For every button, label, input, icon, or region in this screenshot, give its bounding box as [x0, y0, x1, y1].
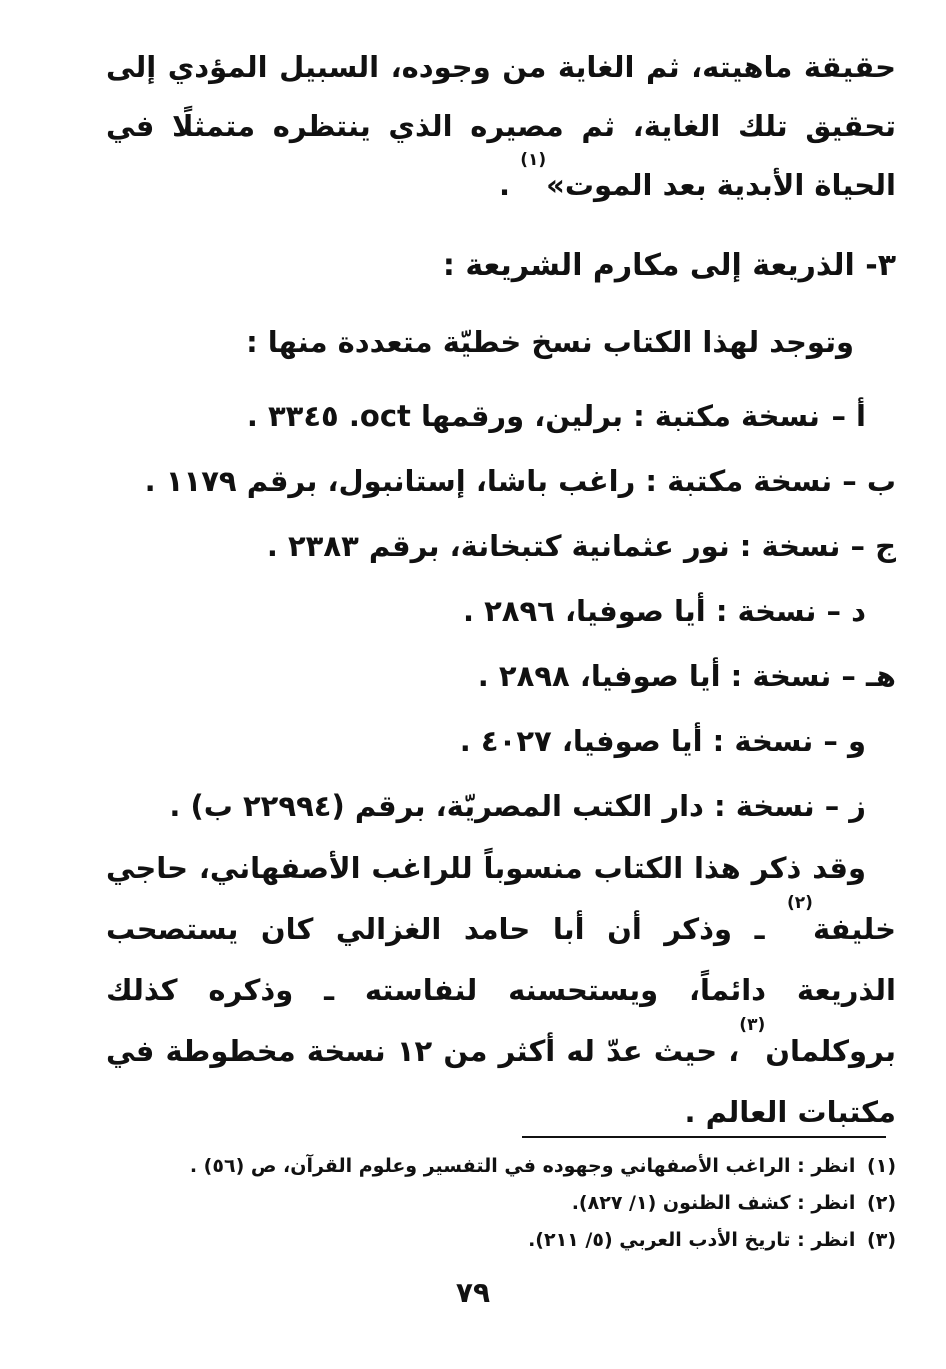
- list-item: [106, 449, 896, 514]
- footnote-text: انظر : كشف الظنون (١/ ٨٢٧).: [571, 1192, 856, 1214]
- footnote-text: انظر : الراغب الأصفهاني وجهوده في التفسير وعلوم القرآن، ص (٥٦) .: [189, 1155, 856, 1177]
- footnote-item: [106, 1185, 896, 1222]
- list-item-letter: ز –: [824, 789, 866, 823]
- list-item: [106, 644, 896, 709]
- list-item-letter: أ –: [831, 399, 866, 433]
- list-item-letter: هـ –: [841, 659, 896, 693]
- intro-text: حقيقة ماهيته، ثم الغاية من وجوده، السبيل المؤدي إلى تحقيق تلك الغاية، ثم مصيره الذي ينتظره متمثلًا في الحياة الأبدية بعد الموت»: [106, 50, 896, 202]
- section-heading: ٣- الذريعة إلى مكارم الشريعة :: [442, 248, 896, 283]
- footnote-ref-2[interactable]: (٢): [787, 893, 813, 913]
- manuscripts-list: [106, 384, 896, 839]
- list-item: [106, 774, 896, 839]
- footnote-item: [106, 1222, 896, 1259]
- closing-text-part3: ، حيث عدّ له أكثر من ١٢ نسخة مخطوطة في مكتبات العالم .: [106, 1034, 896, 1129]
- footnote-ref-1[interactable]: (١): [520, 150, 547, 170]
- footnote-item: [106, 1148, 896, 1185]
- closing-paragraph: [106, 838, 896, 1143]
- list-item-letter: ب –: [842, 464, 896, 498]
- manuscripts-intro: وتوجد لهذا الكتاب نسخ خطيّة متعددة منها :: [246, 325, 854, 359]
- list-item: [106, 514, 896, 579]
- list-item: [106, 384, 896, 449]
- list-item-letter: و –: [823, 724, 866, 758]
- list-item-text: نسخة : دار الكتب المصريّة، برقم (٢٢٩٩٤ ب) .: [169, 789, 815, 823]
- footnote-number: (١): [867, 1155, 896, 1177]
- list-item-text: نسخة : نور عثمانية كتبخانة، برقم ٢٣٨٣ .: [266, 529, 841, 563]
- footnote-number: (٣): [867, 1229, 896, 1251]
- closing-text-part1: وقد ذكر هذا الكتاب منسوباً للراغب الأصفهاني، حاجي خليفة: [106, 851, 896, 946]
- intro-paragraph: [106, 38, 896, 215]
- list-item-text: نسخة مكتبة : راغب باشا، إستانبول، برقم ١١٧٩ .: [144, 464, 833, 498]
- list-item-text: نسخة : أيا صوفيا، ٤٠٢٧ .: [459, 724, 814, 758]
- footnote-text: انظر : تاريخ الأدب العربي (٥/ ٢١١).: [528, 1229, 856, 1251]
- footnote-number: (٢): [867, 1192, 896, 1214]
- page-number: ٧٩: [455, 1276, 491, 1309]
- list-item-letter: د –: [826, 594, 866, 628]
- closing-text-part2: ـ وذكر أن أبا حامد الغزالي كان يستصحب الذريعة دائماً، ويستحسنه لنفاسته ـ وذكره كذلك بروكلمان: [106, 912, 896, 1068]
- list-item-text: نسخة : أيا صوفيا، ٢٨٩٦ .: [462, 594, 817, 628]
- footnotes-list: [106, 1148, 896, 1259]
- list-item-text: نسخة : أيا صوفيا، ٢٨٩٨ .: [477, 659, 832, 693]
- list-item-letter: ج –: [850, 529, 896, 563]
- list-item: [106, 709, 896, 774]
- list-item-text: نسخة مكتبة : برلين، ورقمها oct. ٣٣٤٥ .: [246, 399, 820, 433]
- footnote-ref-3[interactable]: (٣): [739, 1015, 766, 1035]
- intro-end: .: [499, 168, 511, 202]
- footnote-divider: [522, 1136, 886, 1138]
- list-item: [106, 579, 896, 644]
